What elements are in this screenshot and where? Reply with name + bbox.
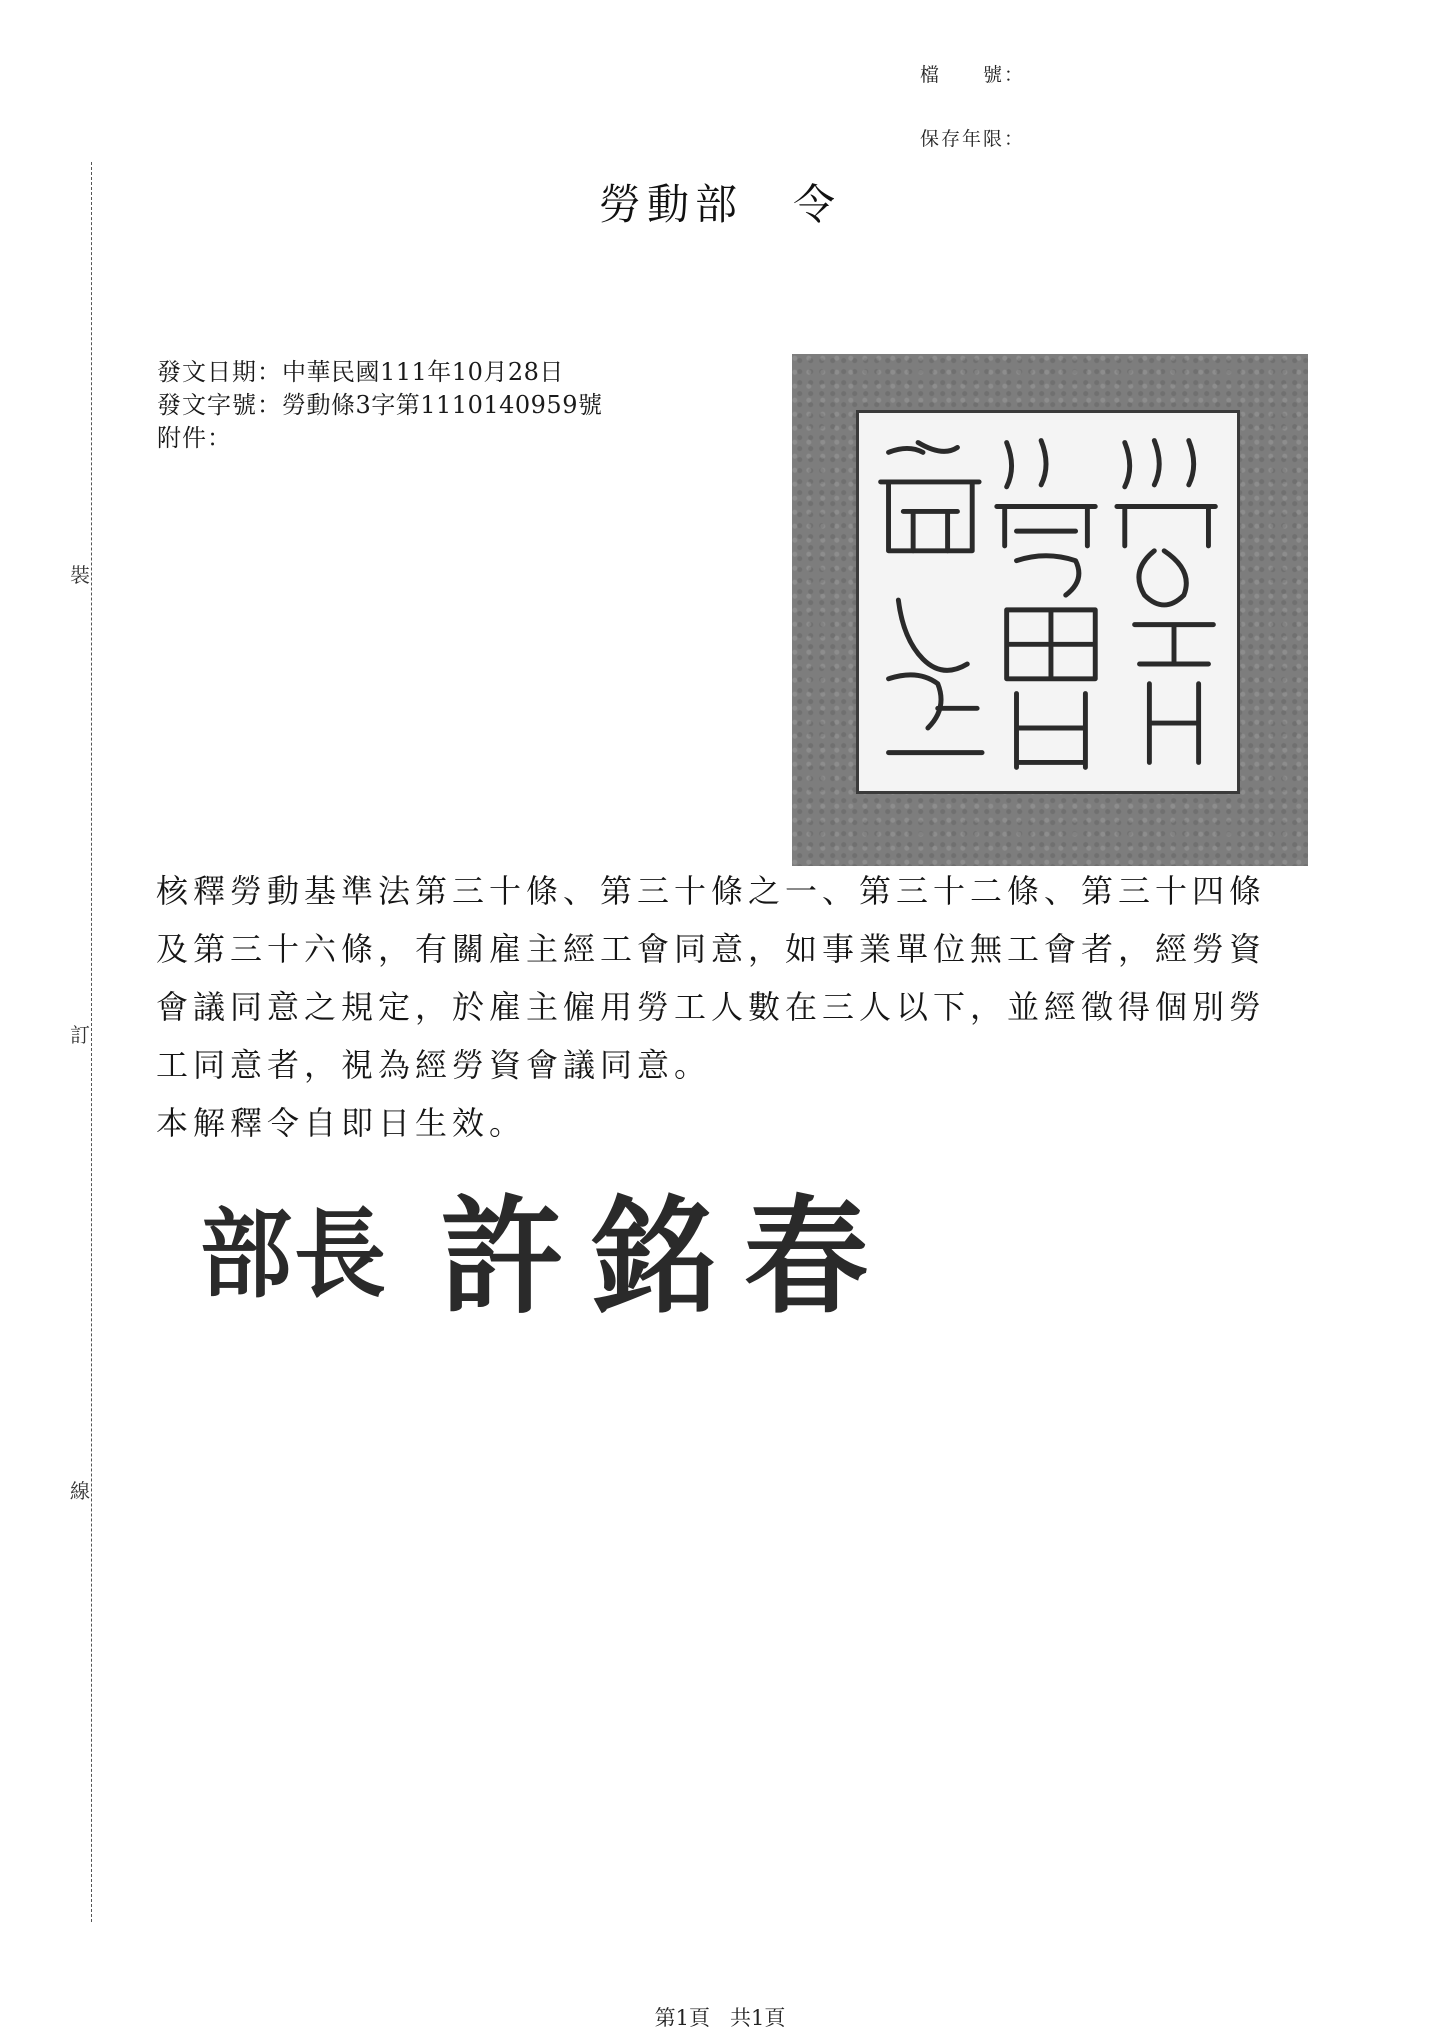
issuer-name: 勞動部	[598, 180, 743, 229]
number-row	[157, 389, 602, 422]
number-label: 發文字號：	[157, 391, 282, 419]
attachment-row	[157, 422, 602, 455]
binding-char-top: 裝	[70, 563, 90, 587]
official-seal-icon	[792, 354, 1308, 866]
attachment-label: 附件：	[157, 424, 232, 452]
number-value: 勞動條3字第1110140959號	[282, 391, 603, 419]
signature-block	[200, 1172, 897, 1332]
document-meta	[157, 356, 602, 455]
seal-face	[856, 410, 1240, 794]
page-current: 第1頁	[654, 2006, 710, 2030]
document-body	[156, 862, 1286, 1152]
signature-name: 許銘春	[440, 1184, 897, 1332]
signature-title: 部長	[200, 1198, 389, 1312]
retention-label: 保存年限：	[920, 128, 1026, 150]
binding-char-middle: 訂	[70, 1023, 90, 1047]
page-footer	[0, 2002, 1440, 2032]
binding-char-bottom: 線	[70, 1479, 90, 1503]
date-row	[157, 356, 602, 389]
body-paragraph-2: 本解釋令自即日生效。	[156, 1104, 527, 1142]
page-total: 共1頁	[730, 2006, 786, 2030]
date-label: 發文日期：	[157, 358, 282, 386]
file-number-label: 檔 號：	[920, 64, 1026, 86]
document-type: 令	[793, 180, 842, 229]
date-value: 中華民國111年10月28日	[282, 358, 564, 386]
page-title	[0, 172, 1440, 232]
binding-line	[91, 162, 92, 1922]
body-paragraph-1: 核釋勞動基準法第三十條、第三十條之一、第三十二條、第三十四條及第三十六條，有關雇主經工會同意，如事業單位無工會者，經勞資會議同意之規定，於雇主僱用勞工人數在三人以下，並經徵得個別勞工同意者，視為經勞資會議同意。	[156, 872, 1267, 1084]
seal-script-icon	[859, 413, 1237, 791]
